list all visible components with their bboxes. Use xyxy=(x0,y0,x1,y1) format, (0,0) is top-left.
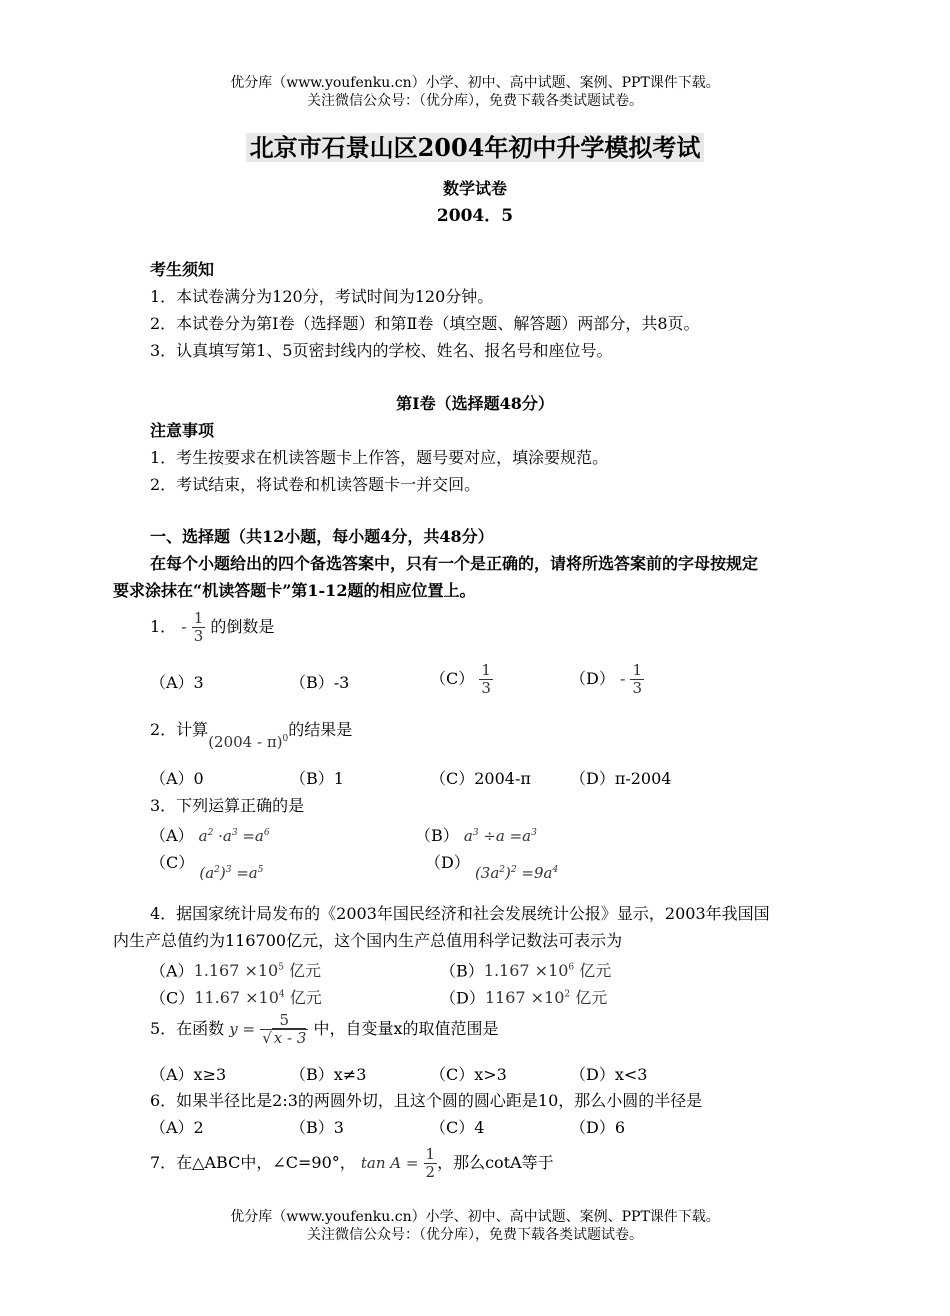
fraction-numerator: 1 xyxy=(425,1145,436,1163)
question-5 xyxy=(150,1012,498,1047)
option-label: （A） xyxy=(150,961,194,981)
minus-sign: - xyxy=(181,617,187,636)
unit: 亿元 xyxy=(289,961,322,981)
option-c: （C）4 xyxy=(430,1118,485,1137)
exam-date: 2004．5 xyxy=(436,206,514,226)
exam-subject: 数学试卷 xyxy=(442,179,507,198)
coefficient: 1.167 ×10 xyxy=(193,961,279,981)
unit: 亿元 xyxy=(575,988,608,1008)
sci-notation xyxy=(485,988,607,1007)
option-d xyxy=(425,849,559,882)
coefficient: 11.67 ×10 xyxy=(194,988,279,1008)
coefficient: 1167 ×10 xyxy=(484,988,565,1008)
option-b: （B）x≠3 xyxy=(290,1065,367,1084)
option-label: （A） xyxy=(150,826,194,845)
question-1 xyxy=(150,610,274,645)
option-label: （D） xyxy=(440,988,485,1008)
formula: $a^3 \div a =a^3$ xyxy=(463,827,537,845)
radicand: x - 3 xyxy=(273,1029,307,1047)
option-a: （A）0 xyxy=(150,769,204,788)
section1-heading: 一、选择题（共12小题，每小题4分，共48分） xyxy=(150,527,494,546)
fraction xyxy=(192,610,206,645)
footer-ad-line-2: 关注微信公众号：（优分库），免费下载各类试题试卷。 xyxy=(307,1227,643,1243)
question-3: 3．下列运算正确的是 xyxy=(150,796,305,815)
function-lhs: y = xyxy=(229,1020,256,1038)
option-d xyxy=(570,662,644,697)
question-text: 7．在△ABC中，∠C=90°， xyxy=(150,1153,356,1172)
notice-heading: 考生须知 xyxy=(150,260,215,279)
formula: $a^2 \cdot a^3 =a^6$ xyxy=(198,827,270,845)
header-ad-line-1: 优分库（www.youfenku.cn）小学、初中、高中试题、案例、PPT课件下载。 xyxy=(230,75,720,91)
option-label: （B） xyxy=(440,961,484,981)
question-number: 1． xyxy=(150,617,177,636)
fraction-numerator: 1 xyxy=(632,661,642,679)
option-a: （A）2 xyxy=(150,1118,204,1137)
fraction-denominator: √ x - 3 xyxy=(262,1029,307,1047)
coefficient: 1.167 ×10 xyxy=(483,961,569,981)
option-b: （B）1 xyxy=(290,769,344,788)
part1-heading: 第Ⅰ卷（选择题48分） xyxy=(396,394,554,413)
option-d xyxy=(440,984,607,1009)
exam-title-text: 北京市石景山区2004年初中升学模拟考试 xyxy=(246,133,705,162)
option-label: （C） xyxy=(150,853,195,872)
option-a: （A）x≥3 xyxy=(150,1065,227,1084)
exponent: 6 xyxy=(568,963,575,973)
option-c: （C）2004-π xyxy=(430,769,531,788)
question-text: 的结果是 xyxy=(288,720,353,739)
question-text: ，那么cotA等于 xyxy=(437,1153,554,1172)
attention-item: 1．考生按要求在机读答题卡上作答，题号要对应，填涂要规范。 xyxy=(150,448,609,467)
math-expression xyxy=(208,733,288,751)
fraction-denominator: 2 xyxy=(425,1163,436,1181)
unit: 亿元 xyxy=(289,988,322,1008)
option-d: （D）x<3 xyxy=(570,1065,648,1084)
option-label: （D） xyxy=(570,669,615,688)
sci-notation xyxy=(194,988,322,1007)
exponent: 0 xyxy=(282,734,289,744)
option-d: （D）6 xyxy=(570,1118,626,1137)
base-expression: (2004 - π) xyxy=(208,733,283,751)
fraction xyxy=(424,1146,438,1181)
sci-notation xyxy=(194,961,322,980)
option-c xyxy=(150,849,264,882)
question-4: 4．据国家统计局发布的《2003年国民经济和社会发展统计公报》显示，2003年我国国 xyxy=(150,904,770,923)
fraction-denominator: 3 xyxy=(193,627,204,645)
option-b: （B）-3 xyxy=(290,673,350,692)
fraction xyxy=(260,1012,308,1047)
question-text: 2．计算 xyxy=(150,720,209,739)
footer-ad-line-1: 优分库（www.youfenku.cn）小学、初中、高中试题、案例、PPT课件下载。 xyxy=(230,1209,720,1225)
formula: $(a^2)^3 =a^5$ xyxy=(199,864,264,882)
option-c xyxy=(430,662,493,697)
question-text: 中，自变量x的取值范围是 xyxy=(313,1019,499,1038)
tan-expression: tan A = xyxy=(360,1154,419,1172)
notice-item: 1．本试卷满分为120分，考试时间为120分钟。 xyxy=(150,287,494,306)
exponent: 5 xyxy=(278,963,284,973)
option-label: （D） xyxy=(425,853,470,872)
unit: 亿元 xyxy=(579,961,612,981)
question-4-continued: 内生产总值约为116700亿元，这个国内生产总值用科学记数法可表示为 xyxy=(113,931,623,950)
fraction-denominator: 3 xyxy=(481,679,491,697)
fraction-numerator: 5 xyxy=(260,1012,308,1030)
exam-title xyxy=(0,130,950,166)
question-text: 的倒数是 xyxy=(210,617,275,636)
option-b xyxy=(415,822,537,847)
question-6: 6．如果半径比是2:3的两圆外切，且这个圆的圆心距是10，那么小圆的半径是 xyxy=(150,1091,703,1110)
minus-sign: - xyxy=(619,669,626,688)
exponent: 4 xyxy=(278,990,285,1000)
fraction xyxy=(630,662,644,697)
fraction-denominator: 3 xyxy=(632,679,642,697)
section1-instruction: 要求涂抹在“机读答题卡”第1-12题的相应位置上。 xyxy=(113,581,476,600)
question-text: 5．在函数 xyxy=(150,1019,225,1038)
option-label: （C） xyxy=(430,669,475,688)
fraction-numerator: 1 xyxy=(193,609,204,627)
sci-notation xyxy=(484,961,612,980)
option-a xyxy=(150,957,321,982)
option-d: （D）π-2004 xyxy=(570,769,672,788)
option-c: （C）x>3 xyxy=(430,1065,507,1084)
option-b xyxy=(440,957,611,982)
formula: $(3a^2)^2 =9a^4$ xyxy=(474,864,559,882)
option-a: （A）3 xyxy=(150,673,204,692)
notice-item: 2．本试卷分为第Ⅰ卷（选择题）和第Ⅱ卷（填空题、解答题）两部分，共8页。 xyxy=(150,314,700,333)
attention-item: 2．考试结束，将试卷和机读答题卡一并交回。 xyxy=(150,475,481,494)
fraction xyxy=(479,662,493,697)
option-c xyxy=(150,984,322,1009)
notice-item: 3．认真填写第1、5页密封线内的学校、姓名、报名号和座位号。 xyxy=(150,341,613,360)
attention-heading: 注意事项 xyxy=(150,421,215,440)
option-a xyxy=(150,822,270,847)
option-b: （B）3 xyxy=(290,1118,344,1137)
header-ad-line-2: 关注微信公众号：（优分库），免费下载各类试题试卷。 xyxy=(307,93,643,109)
question-7 xyxy=(150,1146,554,1181)
fraction-numerator: 1 xyxy=(481,661,491,679)
exponent: 2 xyxy=(564,990,571,1000)
question-2 xyxy=(150,716,353,751)
option-label: （B） xyxy=(415,826,459,845)
section1-instruction: 在每个小题给出的四个备选答案中，只有一个是正确的，请将所选答案前的字母按规定 xyxy=(150,554,759,573)
option-label: （C） xyxy=(150,988,195,1008)
